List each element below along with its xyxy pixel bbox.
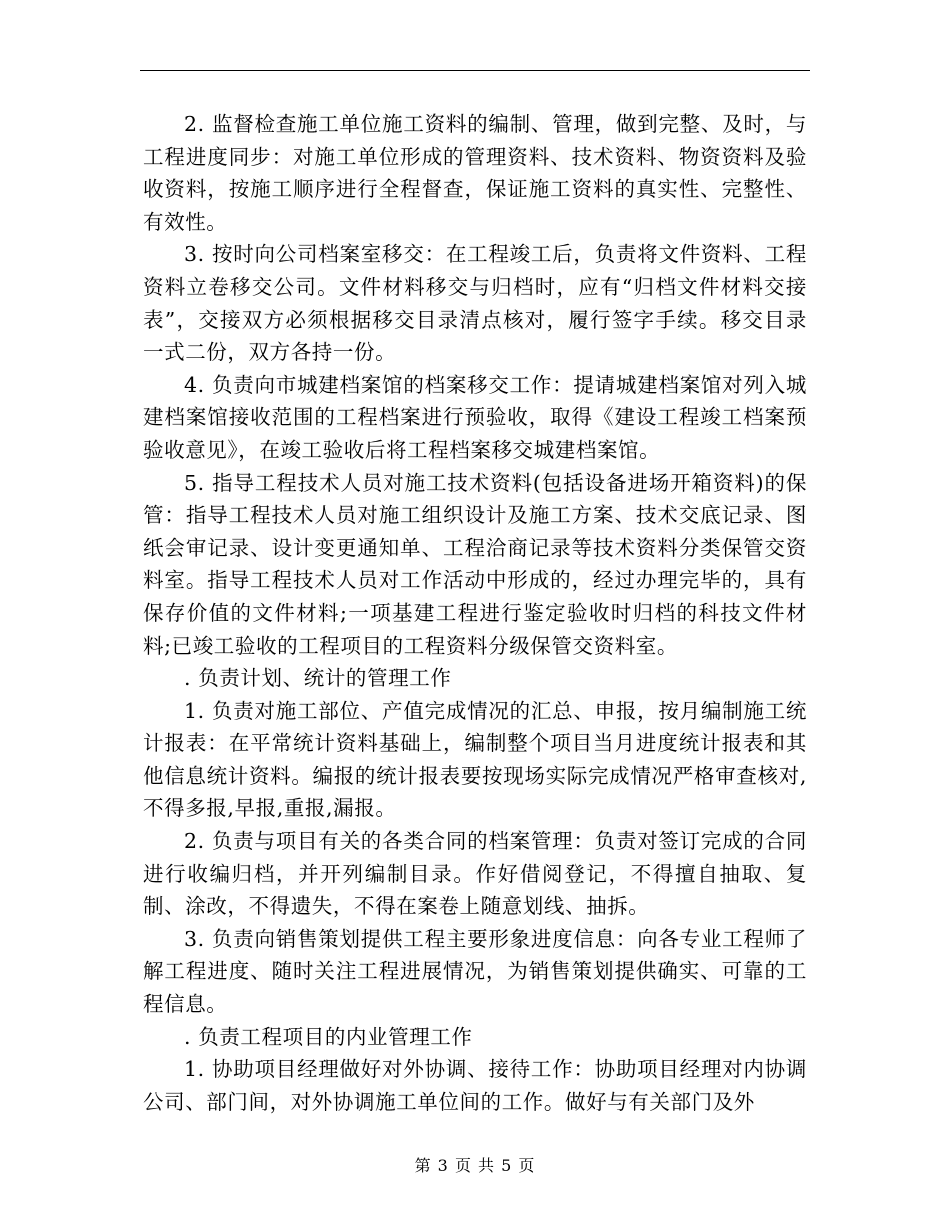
paragraph: 2. 监督检查施工单位施工资料的编制、管理，做到完整、及时，与工程进度同步：对施工单位形成的管理资料、技术资料、物资资料及验收资料，按施工顺序进行全程督查，保证施工资料的真实性、完整性、有效性。 bbox=[143, 112, 807, 234]
section-heading: . 负责计划、统计的管理工作 bbox=[184, 666, 452, 691]
paragraph: 3. 按时向公司档案室移交：在工程竣工后，负责将文件资料、工程资料立卷移交公司。文件材料移交与归档时，应有“归档文件材料交接表”，交接双方必须根据移交目录清点核对，履行签字手续。移交目录一式二份，双方各持一份。 bbox=[143, 242, 807, 365]
paragraph: 2. 负责与项目有关的各类合同的档案管理：负责对签订完成的合同进行收编归档，并开列编制目录。作好借阅登记，不得擅自抽取、复制、涂改，不得遗失，不得在案卷上随意划线、抽拆。 bbox=[143, 829, 807, 919]
section-heading: . 负责工程项目的内业管理工作 bbox=[184, 1024, 473, 1049]
header-rule bbox=[140, 70, 810, 71]
paragraph: 5. 指导工程技术人员对施工技术资料(包括设备进场开箱资料)的保管：指导工程技术人员对施工组织设计及施工方案、技术交底记录、图纸会审记录、设计变更通知单、工程洽商记录等技术资料分类保管交资料室。指导工程技术人员对工作活动中形成的，经过办理完毕的，具有保存价值的文件材料;一项基建工程进行鉴定验收时归档的科技文件材料;已竣工验收的工程项目的工程资料分级保管交资料室。 bbox=[143, 470, 807, 658]
page-number: 第 3 页 共 5 页 bbox=[414, 1156, 536, 1175]
paragraph: 3. 负责向销售策划提供工程主要形象进度信息：向各专业工程师了解工程进度、随时关注工程进展情况，为销售策划提供确实、可靠的工程信息。 bbox=[143, 926, 807, 1017]
paragraph: 1. 协助项目经理做好对外协调、接待工作：协助项目经理对内协调公司、部门间，对外协调施工单位间的工作。做好与有关部门及外 bbox=[143, 1057, 807, 1114]
paragraph: 1. 负责对施工部位、产值完成情况的汇总、申报，按月编制施工统计报表：在平常统计资料基础上，编制整个项目当月进度统计报表和其他信息统计资料。编报的统计报表要按现场实际完成情况严格审查核对,不得多报,早报,重报,漏报。 bbox=[143, 698, 807, 821]
document-body bbox=[143, 108, 807, 1118]
paragraph: 4. 负责向市城建档案馆的档案移交工作：提请城建档案馆对列入城建档案馆接收范围的工程档案进行预验收，取得《建设工程竣工档案预验收意见》，在竣工验收后将工程档案移交城建档案馆。 bbox=[143, 372, 807, 462]
